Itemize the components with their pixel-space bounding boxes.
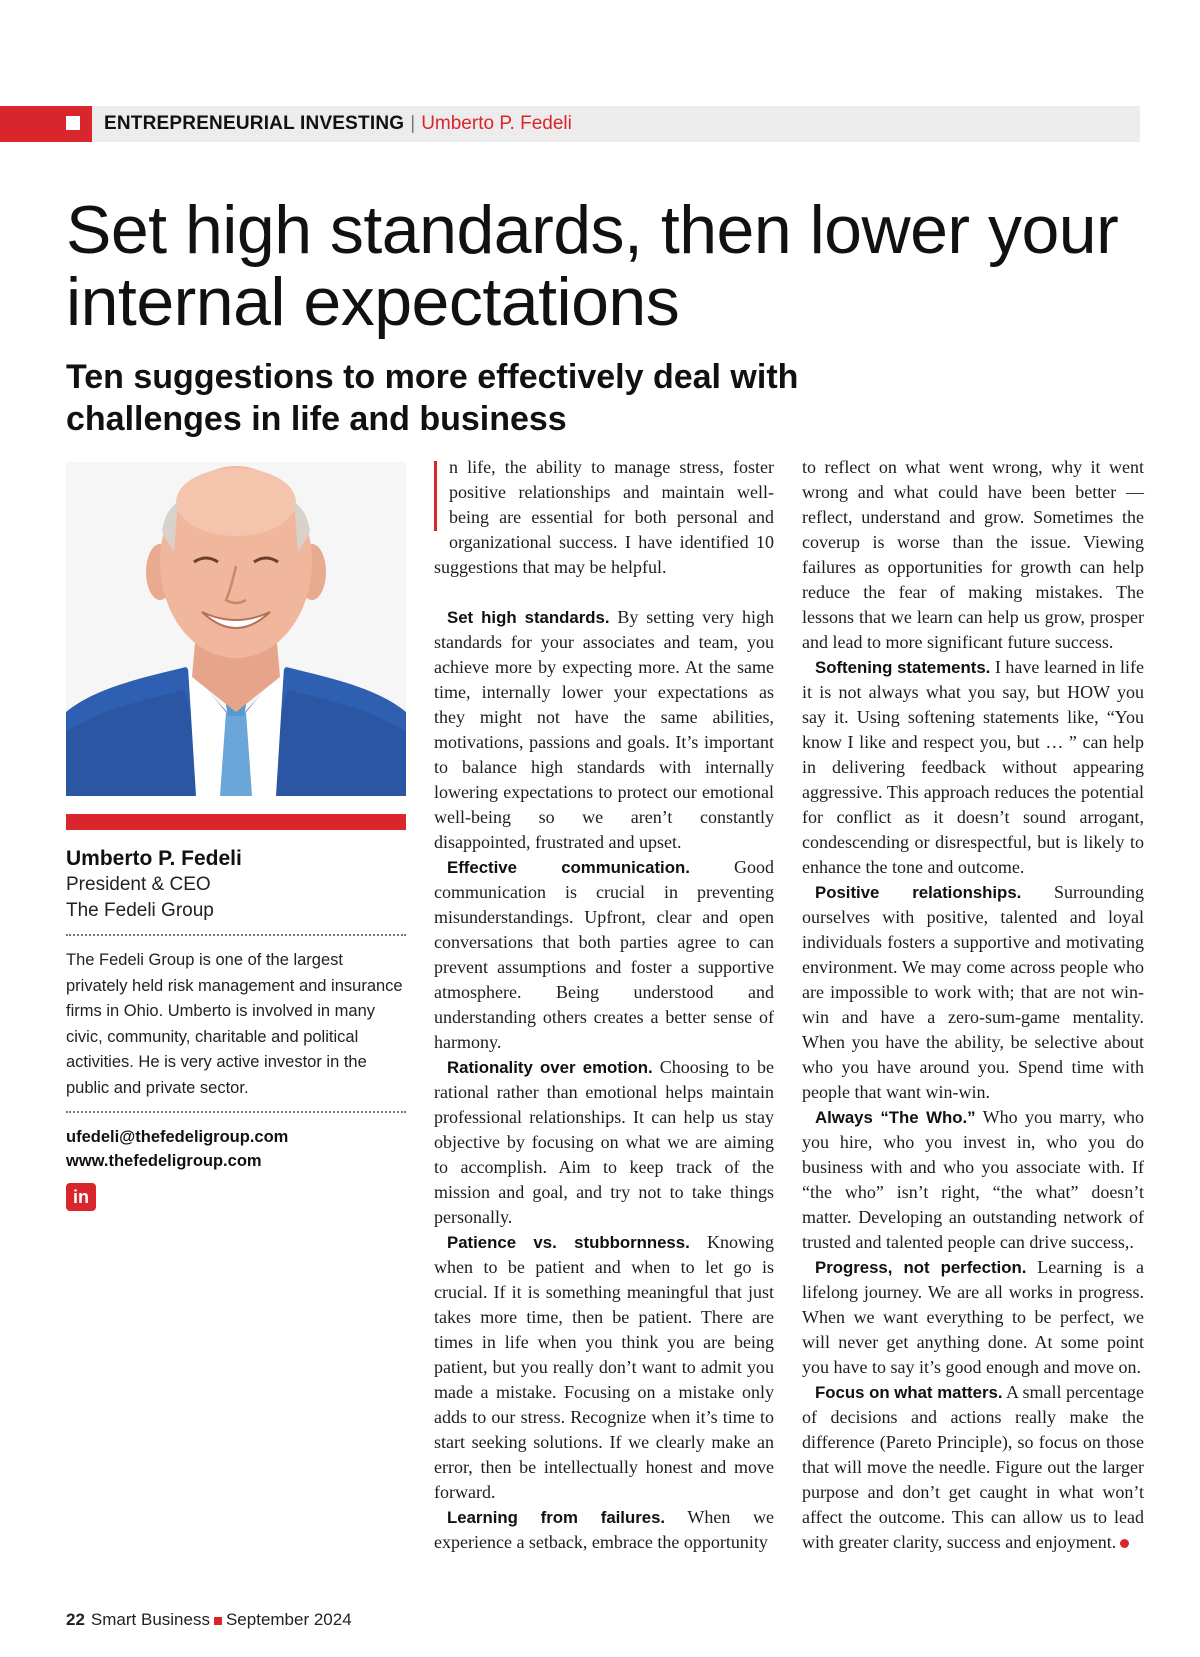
author-company: The Fedeli Group xyxy=(66,900,214,921)
paragraph-text: to reflect on what went wrong, why it went wrong and what could have been better — reflect, understand and grow. Sometimes the coverup is worse than the issue. Viewing failures as opportunities for growth can help reduce the fear of making mistakes. The lessons that we learn can help us grow, prosper and lead to more significant future success. xyxy=(802,457,1144,652)
paragraph-lead: Set high standards. xyxy=(447,608,610,627)
paragraph-lead: Focus on what matters. xyxy=(815,1383,1003,1402)
author-name: Umberto P. Fedeli xyxy=(66,847,242,870)
author-bio: The Fedeli Group is one of the largest privately held risk management and insurance firms in Ohio. Umberto is involved in many civic, community, charitable and political activities. He is very active investor in the public and private sector. xyxy=(66,951,403,1097)
article-paragraph xyxy=(434,1505,774,1555)
article-paragraph xyxy=(802,1105,1144,1255)
section-marker-icon xyxy=(66,116,80,130)
section-name: ENTREPRENEURIAL INVESTING xyxy=(104,113,405,134)
article-paragraph-continued xyxy=(802,455,1144,655)
article-paragraph xyxy=(802,1380,1144,1555)
dotted-divider xyxy=(66,934,406,936)
footer-square-icon xyxy=(214,1617,222,1625)
paragraph-text: Knowing when to be patient and when to let go is crucial. If it is something meaningful that just takes more time, then be patient. There are times in life when you think you are being patient, but you really don’t want to admit you made a mistake. Focusing on a mistake only adds to our stress. Recognize when it’s time to start seeking solutions. If we clearly make an error, then be intellectually honest and move forward. xyxy=(434,1232,774,1502)
paragraph-text: Good communication is crucial in preventing misunderstandings. Upfront, clear and open conversations that both parties agree to can prevent assumptions and foster a supportive atmosphere. Being understood and understanding others creates a better sense of harmony. xyxy=(434,857,774,1052)
paragraph-lead: Progress, not perfection. xyxy=(815,1258,1027,1277)
page-number: 22 xyxy=(66,1610,85,1629)
paragraph-lead: Effective communication. xyxy=(447,858,690,877)
paragraph-gap xyxy=(434,580,774,605)
article-column-2 xyxy=(802,455,1144,1555)
paragraph-text: Learning is a lifelong journey. We are all works in progress. When we want everything to be perfect, we will never get anything done. At some point you have to say it’s good enough and move on. xyxy=(802,1257,1144,1377)
paragraph-text: Who you marry, who you hire, who you invest in, who you do business with and who you associate with. If “the who” isn’t right, “the what” doesn’t matter. Developing an outstanding network of trusted and talented people can drive success,. xyxy=(802,1107,1144,1252)
author-portrait-illustration xyxy=(66,462,406,796)
author-website-link[interactable]: www.thefedeligroup.com xyxy=(66,1152,262,1170)
article-paragraph xyxy=(802,655,1144,880)
end-mark-icon xyxy=(1120,1539,1129,1548)
page-footer xyxy=(66,1609,352,1631)
article-paragraph xyxy=(434,605,774,855)
intro-text: n life, the ability to manage stress, foster positive relationships and maintain well-being are essential for both personal and organizational success. I have identified 10 suggestions that may be helpful. xyxy=(434,457,774,577)
article-title: Set high standards, then lower your internal expectations xyxy=(66,192,1119,340)
publication-name: Smart Business xyxy=(90,1610,210,1629)
paragraph-text: Surrounding ourselves with positive, talented and loyal individuals fosters a supportive and motivating environment. We may come across people who are impossible to work with; that are not win-win and have a zero-sum-game mentality. When you have the ability, be selective about who you have around you. Spend time with people that want win-win. xyxy=(802,882,1144,1102)
header-separator: | xyxy=(410,113,416,134)
paragraph-lead: Positive relationships. xyxy=(815,883,1022,902)
paragraph-lead: Softening statements. xyxy=(815,658,991,677)
article-paragraph xyxy=(802,880,1144,1105)
article-column-1 xyxy=(434,455,774,1555)
paragraph-text: I have learned in life it is not always what you say, but HOW you say it. Using softening statements like, “You know I like and respect you, but … ” can help in delivering feedback without appearing aggressive. This approach reduces the potential for conflict as it doesn’t sound arrogant, condescending or disrespectful, but is likely to enhance the tone and outcome. xyxy=(802,657,1144,877)
drop-cap-bar xyxy=(434,461,437,531)
article-subtitle: Ten suggestions to more effectively deal with challenges in life and business xyxy=(66,358,799,438)
author-sidebar xyxy=(66,846,406,1211)
paragraph-lead: Learning from failures. xyxy=(447,1508,666,1527)
paragraph-lead: Rationality over emotion. xyxy=(447,1058,653,1077)
article-paragraph xyxy=(434,1230,774,1505)
article-paragraph xyxy=(802,1255,1144,1380)
paragraph-text: A small percentage of decisions and actions really make the difference (Pareto Principle), so focus on those that will move the needle. Figure out the larger purpose and don’t get caught in what won’t affect the outcome. This can allow us to lead with greater clarity, success and enjoyment. xyxy=(802,1382,1144,1552)
issue-date: September 2024 xyxy=(225,1610,352,1629)
paragraph-text: By setting very high standards for your associates and team, you achieve more by expecting more. At the same time, internally lower your expectations as they might not have the same abilities, motivations, passions and goals. It’s important to balance high standards with internally lowering expectations to protect our emotional well-being so we aren’t constantly disappointed, frustrated and upset. xyxy=(434,607,774,852)
article-paragraph xyxy=(434,1055,774,1230)
paragraph-lead: Always “The Who.” xyxy=(815,1108,976,1127)
author-email-link[interactable]: ufedeli@thefedeligroup.com xyxy=(66,1128,289,1146)
dotted-divider xyxy=(66,1111,406,1113)
paragraph-text: When we experience a setback, embrace the opportunity xyxy=(434,1507,774,1552)
intro-paragraph xyxy=(434,455,774,580)
article-paragraph xyxy=(434,855,774,1055)
section-header xyxy=(104,112,572,136)
author-photo xyxy=(66,462,406,796)
paragraph-lead: Patience vs. stubbornness. xyxy=(447,1233,690,1252)
author-divider-bar xyxy=(66,814,406,830)
author-role: President & CEO xyxy=(66,874,211,895)
linkedin-icon[interactable]: in xyxy=(66,1183,96,1211)
paragraph-text: Choosing to be rational rather than emotional helps maintain professional relationships. It can help us stay objective by focusing on what we are aiming to accomplish. Aim to keep track of the mission and goal, and try not to take things personally. xyxy=(434,1057,774,1227)
header-author: Umberto P. Fedeli xyxy=(421,113,572,134)
